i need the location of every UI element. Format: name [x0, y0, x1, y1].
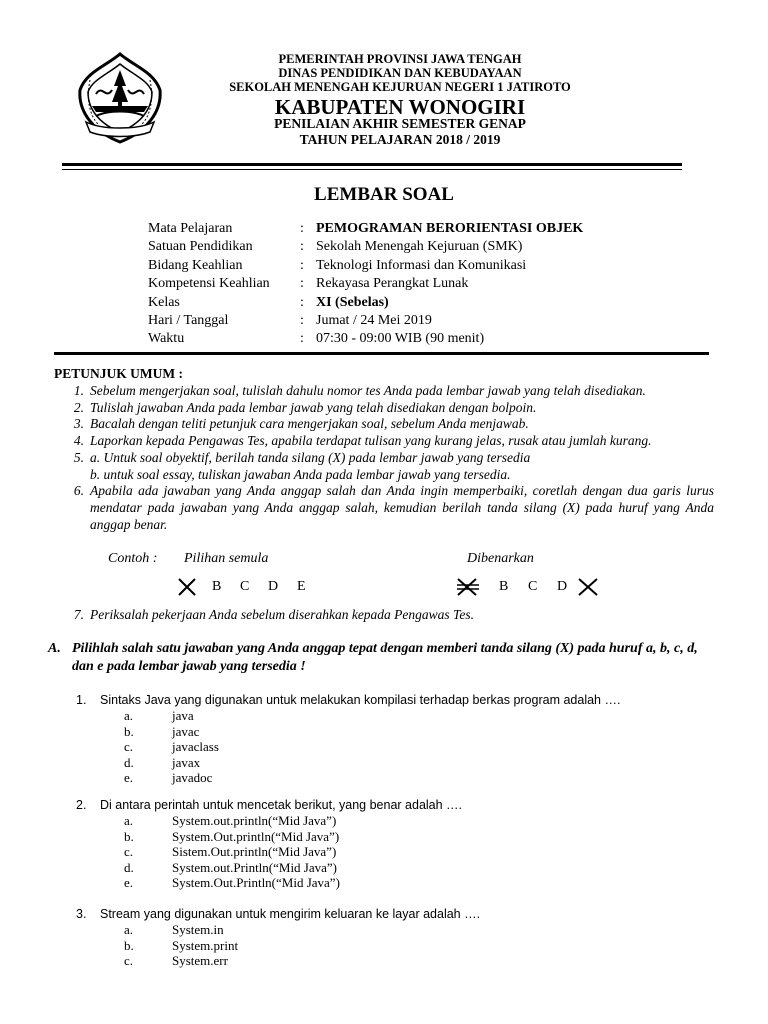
example-label: Contoh :	[108, 551, 158, 566]
info-separator: :	[300, 239, 304, 255]
option-text: java	[172, 708, 194, 723]
instructions-list-end	[54, 607, 714, 624]
option-item	[76, 770, 620, 786]
instruction-item	[54, 416, 714, 433]
instruction-text: Tulislah jawaban Anda pada lembar jawab yang telah disediakan dengan bolpoin.	[90, 399, 537, 415]
option-item	[76, 724, 620, 740]
info-separator: :	[300, 331, 304, 347]
question-number: 2.	[76, 798, 87, 812]
header-divider-thick	[62, 163, 682, 166]
page-title: LEMBAR SOAL	[314, 184, 454, 205]
option-text: System.out.println(“Mid Java”)	[172, 813, 337, 828]
instruction-item	[54, 400, 714, 417]
option-item	[76, 755, 620, 771]
option-item	[76, 953, 480, 969]
option-text: javax	[172, 754, 201, 770]
option-text: System.Out.println(“Mid Java”)	[172, 828, 340, 844]
instruction-text-group	[90, 450, 714, 483]
info-value: Teknologi Informasi dan Komunikasi	[316, 257, 527, 273]
info-divider	[54, 352, 709, 355]
option-item	[76, 844, 462, 860]
example-option-c: C	[240, 579, 250, 594]
option-letter: a.	[124, 813, 134, 828]
instruction-item	[54, 433, 714, 450]
example-option-d: D	[268, 579, 279, 594]
header-department: DINAS PENDIDIKAN DAN KEBUDAYAAN	[278, 66, 522, 80]
corrected-cross-mark-icon	[455, 576, 481, 598]
info-label: Hari / Tanggal	[148, 313, 229, 329]
instruction-text: Laporkan kepada Pengawas Tes, apabila terdapat tulisan yang kurang jelas, rusak atau jumlah kurang.	[90, 433, 652, 449]
option-item	[76, 938, 480, 954]
question-number: 1.	[76, 693, 87, 707]
instruction-text: Bacalah dengan teliti petunjuk cara mengerjakan soal, sebelum Anda menjawab.	[90, 416, 529, 432]
header-kabupaten: KABUPATEN WONOGIRI	[274, 95, 526, 119]
option-text: System.print	[172, 937, 239, 953]
info-separator: :	[300, 276, 304, 292]
question-stem: Di antara perintah untuk mencetak berikut, yang benar adalah ….	[100, 798, 463, 812]
instruction-number: 2.	[73, 399, 84, 415]
option-text: javac	[172, 723, 200, 739]
option-letter: b.	[124, 828, 134, 844]
example-corrected-option-b: B	[499, 579, 509, 594]
header-exam: PENILAIAN AKHIR SEMESTER GENAP	[274, 116, 526, 131]
question-number: 3.	[76, 907, 87, 921]
option-letter: c.	[124, 739, 134, 754]
info-separator: :	[300, 294, 304, 310]
instruction-item	[54, 607, 714, 624]
option-item	[76, 739, 620, 755]
info-label: Bidang Keahlian	[148, 257, 243, 273]
option-item	[76, 829, 462, 845]
instructions-list	[54, 383, 714, 533]
question-3	[76, 906, 480, 969]
cross-mark-icon	[576, 576, 600, 598]
info-row	[148, 330, 583, 348]
header-school: SEKOLAH MENENGAH KEJURUAN NEGERI 1 JATIROTO	[229, 80, 571, 94]
option-list	[76, 708, 620, 786]
option-text: System.out.Println(“Mid Java”)	[172, 859, 338, 875]
info-row	[148, 220, 583, 238]
option-text: Sistem.Out.println(“Mid Java”)	[172, 844, 337, 859]
instruction-text: Sebelum mengerjakan soal, tulislah dahulu nomor tes Anda pada lembar jawab yang telah disediakan.	[90, 383, 646, 398]
instruction-number: 5.	[73, 449, 84, 465]
info-value: Rekayasa Perangkat Lunak	[316, 276, 469, 292]
info-value: XI (Sebelas)	[316, 294, 389, 310]
option-item	[76, 813, 462, 829]
instruction-number: 4.	[73, 433, 84, 449]
option-letter: e.	[124, 770, 134, 785]
example-corrected-option-d: D	[557, 579, 568, 594]
instructions-heading: PETUNJUK UMUM :	[54, 366, 183, 381]
option-letter: b.	[124, 937, 134, 953]
instruction-item	[54, 383, 714, 400]
instruction-number: 6.	[73, 483, 84, 499]
info-row	[148, 257, 583, 275]
coat-of-arms-icon	[76, 50, 164, 146]
info-label: Kompetensi Keahlian	[148, 276, 270, 292]
info-separator: :	[300, 221, 304, 236]
info-row	[148, 238, 583, 256]
instruction-number: 1.	[73, 383, 84, 398]
info-value: PEMOGRAMAN BERORIENTASI OBJEK	[316, 221, 584, 236]
option-text: System.in	[172, 922, 224, 937]
example-option-b: B	[212, 579, 222, 594]
option-list	[76, 813, 462, 891]
option-list	[76, 922, 480, 969]
exam-info-table	[148, 220, 583, 349]
section-a-instruction	[48, 640, 716, 676]
option-item	[76, 708, 620, 724]
info-value: Sekolah Menengah Kejuruan (SMK)	[316, 239, 523, 255]
instruction-text: a. Untuk soal obyektif, berilah tanda silang (X) pada lembar jawab yang tersedia	[90, 449, 531, 465]
example-corrected-option-c: C	[528, 579, 538, 594]
option-letter: e.	[124, 875, 134, 890]
info-label: Waktu	[148, 331, 185, 347]
option-text: System.Out.Println(“Mid Java”)	[172, 875, 340, 890]
option-letter: a.	[124, 708, 134, 723]
instruction-text-b: b. untuk soal essay, tuliskan jawaban Anda pada lembar jawab yang tersedia.	[90, 466, 511, 482]
option-item	[76, 875, 462, 891]
header-government: PEMERINTAH PROVINSI JAWA TENGAH	[278, 52, 522, 66]
option-text: javaclass	[172, 739, 219, 754]
option-letter: b.	[124, 723, 134, 739]
option-letter: c.	[124, 844, 134, 859]
info-row	[148, 294, 583, 312]
option-item	[76, 922, 480, 938]
option-letter: d.	[124, 859, 134, 875]
header-year: TAHUN PELAJARAN 2018 / 2019	[299, 132, 501, 147]
coat-of-arms-logo	[76, 50, 164, 146]
example-original-label: Pilihan semula	[184, 551, 269, 566]
header-divider-thin	[62, 169, 682, 170]
cross-mark-icon	[176, 576, 198, 598]
info-value: Jumat / 24 Mei 2019	[316, 313, 432, 329]
example-corrected-label: Dibenarkan	[467, 551, 534, 566]
info-label: Satuan Pendidikan	[148, 239, 253, 255]
option-letter: c.	[124, 953, 134, 968]
example-option-e: E	[297, 579, 306, 594]
instruction-text: Apabila ada jawaban yang Anda anggap salah dan Anda ingin memperbaiki, coretlah dengan dua garis lurus mendatar pada jawaban yang Anda anggap salah, kemudian berilah tanda silang (X) pada huruf yang Anda anggap benar.	[90, 483, 714, 532]
instruction-number: 7.	[73, 607, 84, 622]
section-letter: A.	[48, 641, 61, 656]
instruction-item	[54, 483, 714, 533]
info-separator: :	[300, 313, 304, 329]
instruction-text: Periksalah pekerjaan Anda sebelum diserahkan kepada Pengawas Tes.	[90, 607, 474, 622]
question-stem: Sintaks Java yang digunakan untuk melakukan kompilasi terhadap berkas program adalah ….	[100, 693, 621, 707]
option-text: System.err	[172, 953, 228, 968]
instruction-item	[54, 450, 714, 483]
question-2	[76, 797, 462, 891]
info-separator: :	[300, 257, 304, 273]
option-text: javadoc	[172, 770, 213, 785]
option-item	[76, 860, 462, 876]
instruction-number: 3.	[73, 416, 84, 432]
info-label: Kelas	[148, 294, 180, 310]
section-text: Pilihlah salah satu jawaban yang Anda anggap tepat dengan memberi tanda silang (X) pada huruf a, b, c, d, dan e pada lembar jawab yang tersedia !	[72, 641, 698, 674]
option-letter: d.	[124, 754, 134, 770]
question-1	[76, 692, 620, 786]
option-letter: a.	[124, 922, 134, 937]
info-row	[148, 275, 583, 293]
info-value: 07:30 - 09:00 WIB (90 menit)	[316, 331, 485, 347]
info-row	[148, 312, 583, 330]
question-stem: Stream yang digunakan untuk mengirim keluaran ke layar adalah ….	[100, 907, 481, 921]
info-label: Mata Pelajaran	[148, 221, 233, 236]
